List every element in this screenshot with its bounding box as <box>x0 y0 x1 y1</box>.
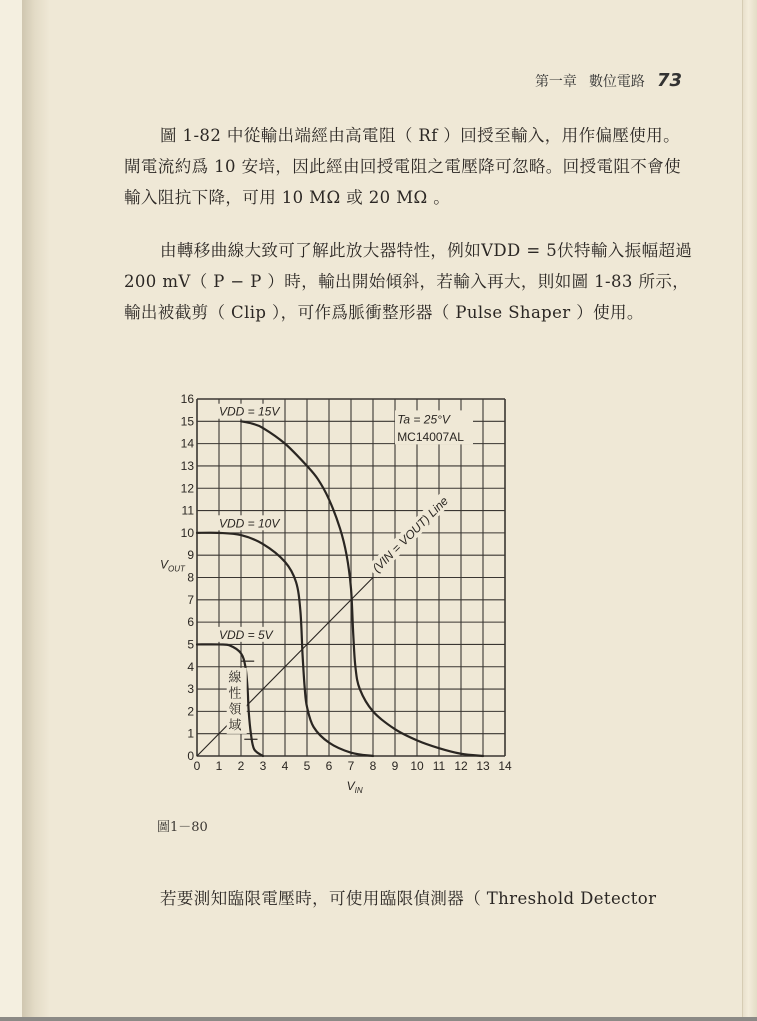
part-number-label: MC14007AL <box>397 430 464 445</box>
page-number: 73 <box>656 70 682 91</box>
paragraph-text: 由轉移曲線大致可了解此放大器特性，例如VDD = 5伏特輸入振幅超過200 mV（ P − P ）時，輸出開始傾斜，若輸入再大，則如圖 1-83 所示，輸出被截剪（ Clip ），可作爲脈衝整形器（ Pulse Shaper ）使用。 <box>124 241 693 322</box>
chart-svg <box>150 385 530 805</box>
y-tick-label: 10 <box>180 525 194 540</box>
y-axis-title: V <box>160 557 169 572</box>
identity-line-label: (VIN = VOUT) Line <box>369 493 451 576</box>
y-tick-label: 2 <box>187 704 194 719</box>
x-tick-label: 4 <box>281 759 289 773</box>
x-tick-label: 12 <box>454 759 468 773</box>
x-tick-label: 6 <box>325 759 333 773</box>
x-tick-label: 2 <box>237 759 245 773</box>
transfer-curve-chart <box>150 385 530 805</box>
page-bottom-edge <box>0 1017 757 1021</box>
vdd-label: VDD = 5V <box>219 627 273 642</box>
x-tick-label: 7 <box>347 759 355 773</box>
x-tick-label: 10 <box>410 759 424 773</box>
paragraph-feedback-bias <box>124 120 694 213</box>
y-tick-label: 3 <box>187 682 194 697</box>
y-tick-label: 11 <box>181 503 194 518</box>
linear-region-char: 領 <box>228 701 242 717</box>
linear-region-char: 域 <box>228 717 242 733</box>
x-tick-label: 3 <box>259 759 267 773</box>
y-tick-label: 7 <box>187 592 194 607</box>
x-tick-label: 5 <box>303 759 311 773</box>
y-tick-label: 0 <box>187 749 194 763</box>
page-left-margin <box>0 0 22 1021</box>
y-tick-label: 4 <box>187 659 194 674</box>
x-axis-title: V <box>346 779 355 793</box>
y-tick-label: 5 <box>187 637 194 652</box>
y-tick-label: 12 <box>180 481 194 496</box>
page-right-edge <box>742 0 757 1021</box>
x-tick-label: 13 <box>476 759 490 773</box>
y-tick-label: 15 <box>180 414 194 429</box>
paragraph-transfer-curve <box>124 235 694 328</box>
paragraph-text: 圖 1-82 中從輸出端經由高電阻（ Rf ）回授至輸入，用作偏壓使用。閘電流約爲 10 安培，因此經由回授電阻之電壓降可忽略。回授電阻不會使輸入阻抗下降，可用 10 MΩ 或 20 MΩ 。 <box>124 126 681 207</box>
section-label: 數位電路 <box>588 74 645 90</box>
x-axis-title-sub: IN <box>354 786 363 795</box>
paragraph-text: 若要測知臨限電壓時，可使用臨限偵測器（ Threshold Detector <box>160 889 657 908</box>
x-tick-label: 11 <box>432 759 446 773</box>
x-tick-label: 1 <box>215 759 223 773</box>
x-tick-label: 8 <box>369 759 377 773</box>
vdd-label: VDD = 10V <box>219 516 280 531</box>
running-header <box>535 70 682 91</box>
y-tick-label: 1 <box>187 726 194 741</box>
paragraph-threshold-detector <box>124 883 694 914</box>
temperature-label: Ta = 25°V <box>397 412 450 427</box>
x-tick-label: 14 <box>498 759 512 773</box>
linear-region-char: 性 <box>228 685 242 701</box>
figure-caption: 圖1－80 <box>157 820 208 835</box>
x-tick-label: 9 <box>391 759 399 773</box>
y-tick-label: 14 <box>180 436 194 451</box>
y-tick-label: 16 <box>180 392 194 406</box>
vdd-label: VDD = 15V <box>219 404 280 419</box>
y-tick-label: 8 <box>187 570 194 585</box>
y-axis-title-sub: OUT <box>168 564 185 574</box>
x-tick-label: 0 <box>193 759 201 773</box>
y-tick-label: 6 <box>187 615 194 630</box>
linear-region-char: 線 <box>228 669 242 685</box>
y-tick-label: 13 <box>180 458 194 473</box>
y-tick-label: 9 <box>187 548 194 563</box>
binding-gutter-shadow <box>22 0 50 1021</box>
chapter-label: 第一章 <box>534 74 577 90</box>
